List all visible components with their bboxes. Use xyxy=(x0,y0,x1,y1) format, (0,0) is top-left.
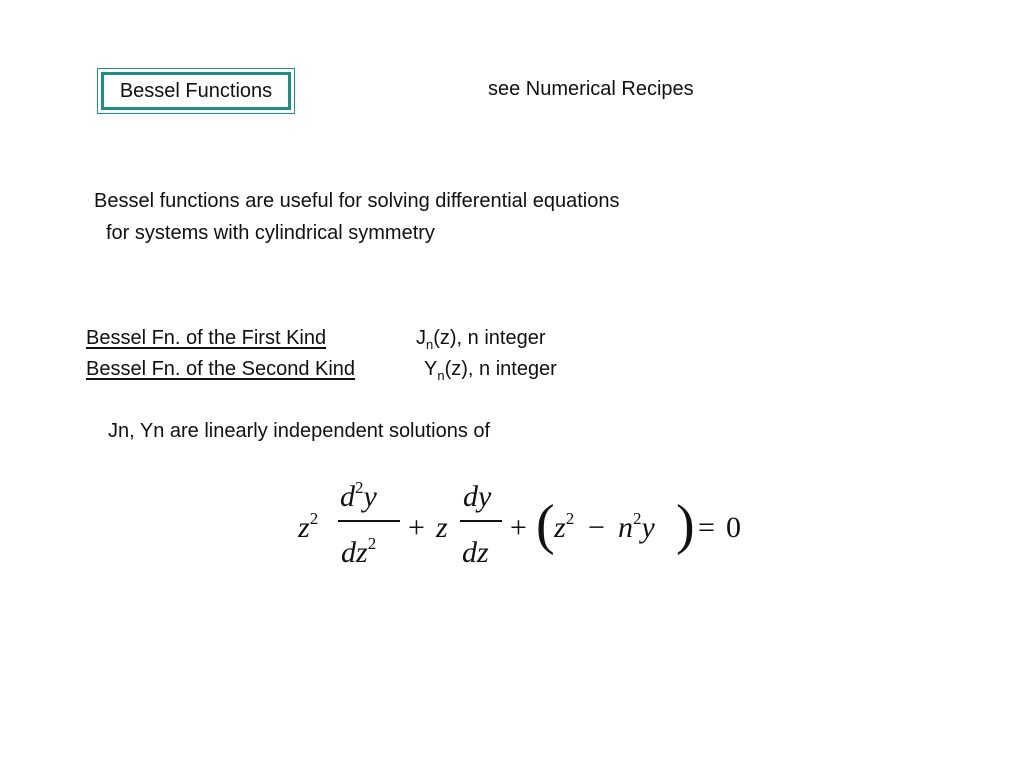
first-kind-subscript: n xyxy=(426,337,434,352)
first-kind-symbol: J xyxy=(416,327,426,349)
eq-minus: − xyxy=(588,511,605,544)
second-kind-label: Bessel Fn. of the Second Kind xyxy=(86,358,356,380)
intro-line-1: Bessel functions are useful for solving differential equations xyxy=(94,190,620,212)
slide-title: Bessel Functions xyxy=(119,80,273,102)
bessel-equation xyxy=(296,478,756,578)
eq-fraction-bar-1 xyxy=(338,520,400,522)
second-kind-notation xyxy=(424,357,557,383)
second-kind-symbol: Y xyxy=(424,358,438,380)
eq-right-paren: ) xyxy=(676,494,695,556)
eq-zero: 0 xyxy=(726,511,741,544)
first-kind-label: Bessel Fn. of the First Kind xyxy=(86,327,327,349)
solutions-text: Jn, Yn are linearly independent solutions of xyxy=(108,420,491,442)
eq-fraction-bar-2 xyxy=(460,520,502,522)
intro-line-2: for systems with cylindrical symmetry xyxy=(106,222,435,244)
title-box-inner-border xyxy=(101,72,291,110)
eq-denominator-dz: dz xyxy=(462,536,489,569)
eq-numerator-dy: dy xyxy=(463,480,492,513)
reference-note: see Numerical Recipes xyxy=(488,78,694,100)
eq-numerator-d2y: $d^2y$ xyxy=(340,478,377,513)
title-box xyxy=(97,68,295,114)
eq-left-paren: ( xyxy=(536,494,555,556)
eq-z-coefficient: $z^2$ xyxy=(298,509,319,544)
first-kind-suffix: (z), n integer xyxy=(433,327,546,349)
eq-z: z xyxy=(436,511,448,544)
eq-n-squared-y: $n^2y$ xyxy=(618,509,655,544)
eq-z-squared: $z^2$ xyxy=(554,509,575,544)
first-kind-notation xyxy=(416,326,546,352)
second-kind-suffix: (z), n integer xyxy=(444,358,557,380)
eq-denominator-dz2: $dz^2$ xyxy=(341,534,377,569)
second-kind-subscript: n xyxy=(437,368,445,383)
eq-equals: = xyxy=(698,511,715,544)
eq-plus-2: + xyxy=(510,511,527,544)
eq-plus-1: + xyxy=(408,511,425,544)
